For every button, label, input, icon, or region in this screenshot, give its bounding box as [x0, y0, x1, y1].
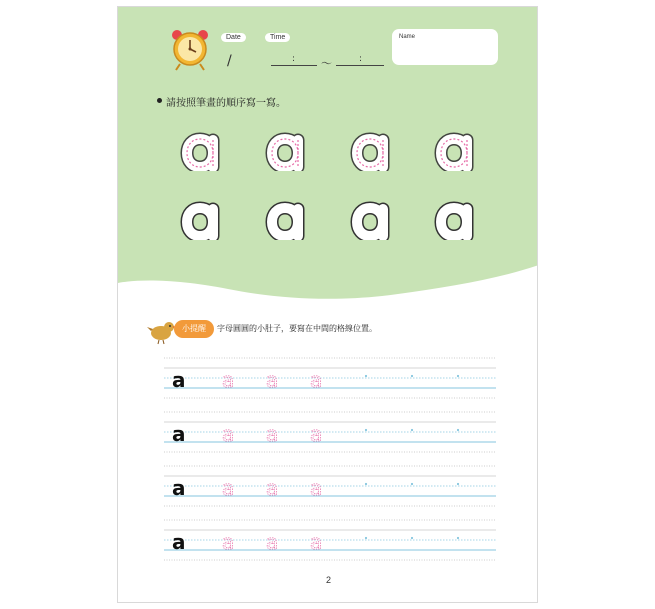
trace-letter-a: a — [222, 476, 235, 500]
start-dot — [365, 375, 367, 377]
tip-badge: 小提醒 — [174, 320, 214, 338]
instruction-bullet — [157, 98, 162, 103]
start-dot — [365, 537, 367, 539]
time-range-separator: ～ — [321, 57, 332, 70]
start-dot — [457, 375, 459, 377]
trace-letter-a: a — [266, 476, 279, 500]
big-letter-a-outline[interactable] — [350, 200, 394, 240]
big-letter-a-dashed[interactable] — [350, 131, 394, 171]
date-separator: / — [227, 53, 232, 69]
model-letter-a: a — [172, 530, 186, 554]
big-letter-a-outline[interactable] — [265, 200, 309, 240]
time-label: Time — [265, 33, 290, 42]
date-label: Date — [221, 33, 246, 42]
start-dot — [457, 537, 459, 539]
trace-letter-a: a — [310, 422, 323, 446]
big-letter-a-outline[interactable] — [434, 200, 478, 240]
model-letter-a: a — [172, 422, 186, 446]
page-number: 2 — [325, 575, 331, 585]
trace-letter-a: a — [266, 368, 279, 392]
worksheet-page — [117, 6, 538, 603]
big-letter-a-dashed[interactable] — [180, 131, 224, 171]
start-dot — [457, 483, 459, 485]
big-letter-a-outline[interactable] — [180, 200, 224, 240]
start-time-colon: : — [292, 54, 296, 64]
handwriting-practice-area[interactable] — [164, 352, 496, 562]
start-dot — [411, 375, 413, 377]
trace-letter-a: a — [266, 530, 279, 554]
trace-letter-a: a — [310, 368, 323, 392]
model-letter-a: a — [172, 368, 186, 392]
alarm-clock-icon — [170, 29, 210, 71]
start-time-line[interactable] — [271, 65, 317, 66]
start-dot — [411, 537, 413, 539]
model-letter-a: a — [172, 476, 186, 500]
end-time-line[interactable] — [336, 65, 384, 66]
instruction-text: 請按照筆畫的順序寫一寫。 — [166, 98, 286, 109]
name-field[interactable] — [392, 29, 498, 65]
start-dot — [411, 483, 413, 485]
big-letter-a-dashed[interactable] — [434, 131, 478, 171]
trace-letter-a: a — [310, 476, 323, 500]
trace-letter-a: a — [222, 368, 235, 392]
trace-letter-a: a — [222, 422, 235, 446]
start-dot — [411, 429, 413, 431]
start-dot — [365, 483, 367, 485]
start-dot — [457, 429, 459, 431]
start-dot — [365, 429, 367, 431]
name-label: Name — [399, 34, 416, 40]
end-time-colon: : — [359, 54, 363, 64]
trace-letter-a: a — [222, 530, 235, 554]
trace-letter-a: a — [266, 422, 279, 446]
trace-letter-a: a — [310, 530, 323, 554]
tip-text: 字母圓圓的小肚子，要寫在中間的格線位置。 — [217, 324, 377, 333]
big-letter-a-dashed[interactable] — [265, 131, 309, 171]
bird-icon — [147, 317, 177, 345]
